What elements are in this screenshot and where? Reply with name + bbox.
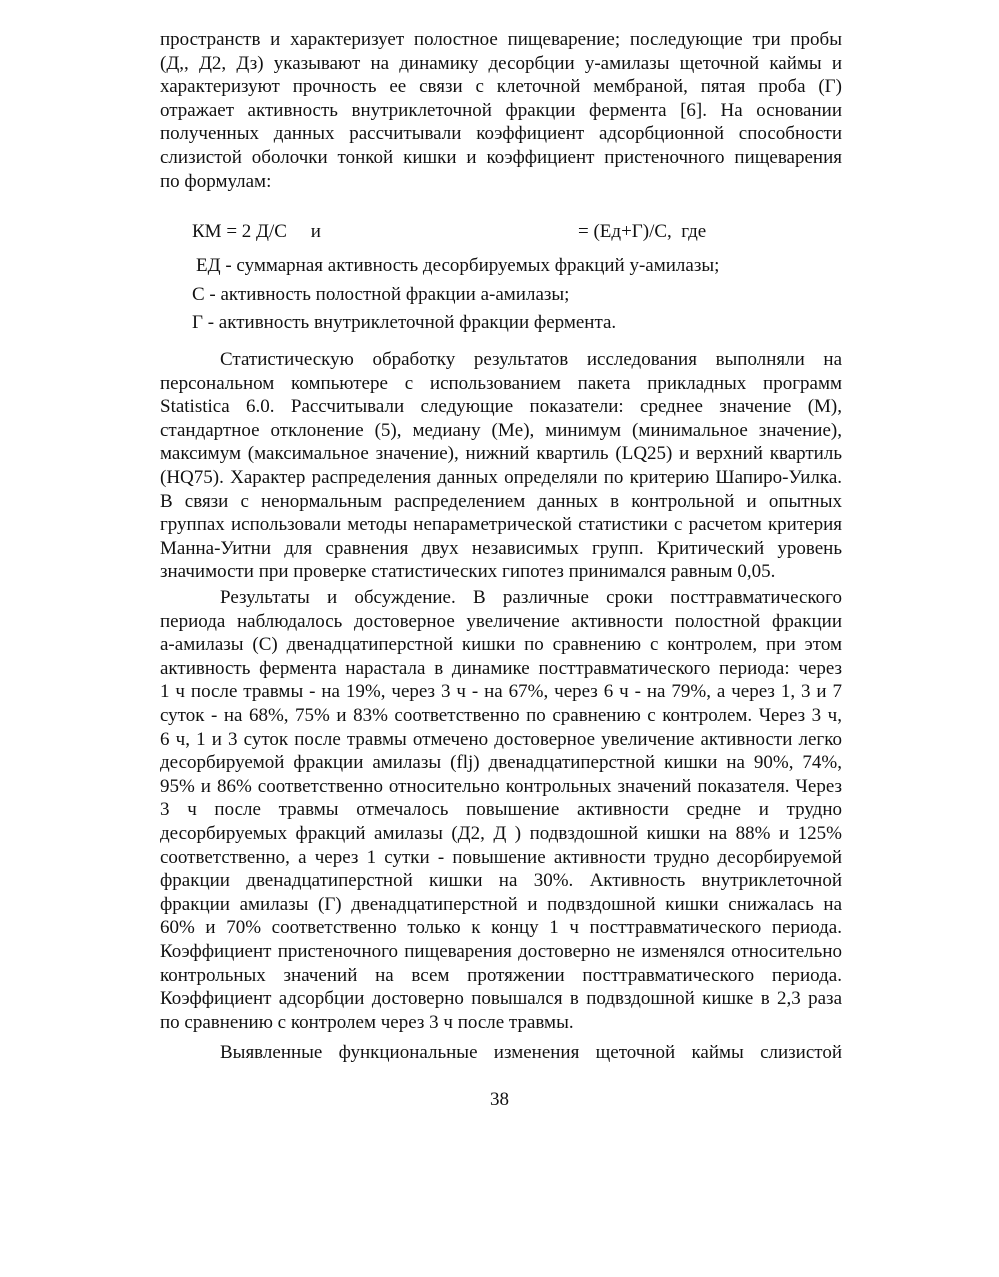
- text-line: Statistica 6.0. Рассчитывали следующие показатели: среднее значение (М),: [160, 396, 842, 418]
- paragraph-results: [160, 586, 842, 1034]
- text-line: Результаты и обсуждение. В различные сроки посттравматического: [220, 587, 842, 608]
- text-line: соответственно, а через 1 сутки - повышение активности трудно десорбируемой: [160, 846, 842, 868]
- text-line: по сравнению с контролем через 3 ч после травмы.: [160, 1011, 574, 1033]
- definition-ed: ЕД - суммарная активность десорбируемых фракций у-амилазы;: [196, 255, 720, 276]
- text-line: (Д,, Д2, Дз) указывают на динамику десорбции у-амилазы щеточной каймы и: [160, 52, 842, 74]
- text-line: отражает активность внутриклеточной фракции фермента [6]. На основании: [160, 99, 842, 121]
- text-line: (HQ75). Характер распределения данных определяли по критерию Шапиро-Уилка.: [160, 466, 842, 488]
- text-line: по формулам:: [160, 170, 272, 192]
- text-line: 60% и 70% соответственно только к концу 1 ч посттравматического периода.: [160, 917, 842, 939]
- text-line: Коэффициент адсорбции достоверно повышался в подвздошной кишке в 2,3 раза: [160, 988, 842, 1010]
- formula-row: [192, 219, 732, 245]
- text-line: контрольных значений на всем протяжении посттравматического периода.: [160, 964, 842, 986]
- text-line: десорбируемой фракции амилазы (flj) двенадцатиперстной кишки на 90%, 74%,: [160, 752, 842, 774]
- formula-definitions: [192, 252, 792, 338]
- text-line: характеризуют прочность ее связи с клеточной мембраной, пятая проба (Г): [160, 76, 842, 98]
- text-line: группах использовали методы непараметрической статистики с расчетом критерия: [160, 514, 842, 536]
- text-line: фракции амилазы (Г) двенадцатиперстной и подвздошной кишки снижалась на: [160, 893, 842, 915]
- text-line: 1 ч после травмы - на 19%, через 3 ч - на 67%, через 6 ч - на 79%, а через 1, 3 и 7: [160, 681, 842, 703]
- text-line: десорбируемых фракций амилазы (Д2, Д ) подвздошной кишки на 88% и 125%: [160, 822, 842, 844]
- text-line: Коэффициент пристеночного пищеварения достоверно не изменялся относительно: [160, 940, 842, 962]
- formula-km: КМ = 2 Д/С и: [192, 221, 321, 242]
- text-line: значимости при проверке статистических гипотез принимался равным 0,05.: [160, 561, 776, 583]
- paragraph-conclusion-start: [160, 1041, 842, 1065]
- text-line: Выявленные функциональные изменения щеточной каймы слизистой: [220, 1042, 842, 1063]
- page-number: 38: [490, 1089, 509, 1110]
- text-line: 6 ч, 1 и 3 суток после травмы отмечено достоверное увеличение активности легко: [160, 728, 842, 750]
- formula-kpp: = (Ед+Г)/С, где: [578, 221, 707, 242]
- text-line: 3 ч после травмы отмечалось повышение активности средне и трудно: [160, 799, 842, 821]
- text-line: максимум (максимальное значение), нижний квартиль (LQ25) и верхний квартиль: [160, 443, 842, 465]
- text-line: периода наблюдалось достоверное увеличение активности полостной фракции: [160, 610, 842, 632]
- text-line: Статистическую обработку результатов исследования выполняли на: [220, 349, 842, 370]
- text-line: В связи с ненормальным распределением данных в контрольной и опытных: [160, 490, 842, 512]
- paragraph-statistics: [160, 348, 842, 584]
- text-line: слизистой оболочки тонкой кишки и коэффициент пристеночного пищеварения: [160, 146, 842, 168]
- text-line: суток - на 68%, 75% и 83% соответственно по сравнению с контролем. Через 3 ч,: [160, 704, 842, 726]
- text-line: пространств и характеризует полостное пищеварение; последующие три пробы: [160, 29, 842, 50]
- text-line: стандартное отклонение (5), медиану (Me), минимум (минимальное значение),: [160, 419, 842, 441]
- text-line: Манна-Уитни для сравнения двух независимых групп. Критический уровень: [160, 537, 842, 559]
- text-line: 95% и 86% соответственно относительно контрольных значений показателя. Через: [160, 775, 842, 797]
- text-line: а-амилазы (С) двенадцатиперстной кишки по сравнению с контролем, при этом: [160, 634, 842, 656]
- definition-c: С - активность полостной фракции а-амилазы;: [192, 283, 570, 305]
- paragraph-methods-continued: [160, 28, 842, 193]
- text-line: активность фермента нарастала в динамике посттравматического периода: через: [160, 657, 842, 679]
- text-line: фракции двенадцатиперстной кишки на 30%. Активность внутриклеточной: [160, 870, 842, 892]
- definition-g: Г - активность внутриклеточной фракции фермента.: [192, 312, 617, 333]
- text-line: персональном компьютере с использованием пакета прикладных программ: [160, 372, 842, 394]
- text-line: полученных данных рассчитывали коэффициент адсорбционной способности: [160, 123, 842, 145]
